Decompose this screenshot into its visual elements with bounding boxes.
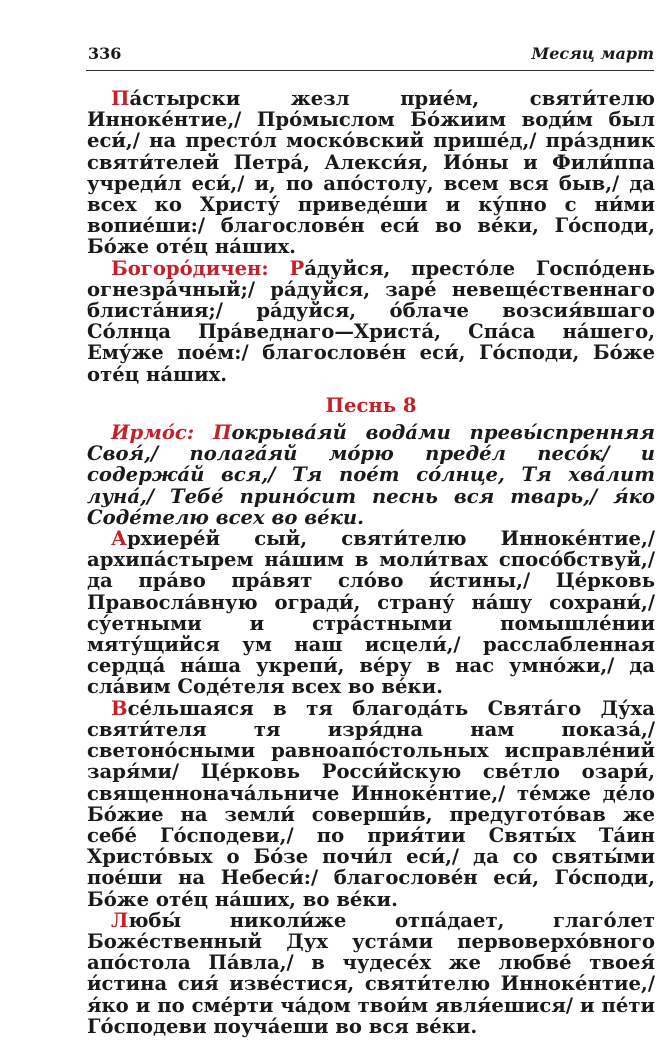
page-number: 336 (88, 44, 122, 63)
irmos-label: Ирмо́с: (111, 421, 213, 445)
running-title: Месяц март (531, 44, 654, 63)
drop-initial: П (212, 421, 232, 445)
drop-initial: В (111, 696, 128, 720)
irmos-text: окрыва́яй вода́ми превы́спренняя Своя́,/ полага́яй мо́рю преде́л песо́к/ и содержа́й вся,/ Тя пое́т со́лнце, Тя хва́лит луна́,/ Тебе́ прино́сит песнь вся тварь,/ я́ко Соде́телю всех во ве́ки. (87, 421, 655, 529)
troparion-2 (87, 528, 655, 698)
drop-initial: А (111, 527, 127, 551)
ode-heading: Песнь 8 (325, 393, 417, 417)
troparion-4 (87, 910, 655, 1037)
troparion-3 (87, 698, 655, 910)
troparion-text: юбы́ николи́же отпа́дает, глаго́лет Боже́ственный Дух уста́ми первоверхо́вного апо́стола Па́вла,/ в чудесе́х же любве́ твоея́ и́стина сия́ изве́стися, святи́телю Иннокéнтие,/ я́ко и по сме́рти ча́дом твои́м явля́ешися/ и пе́ти Го́сподеви поуча́еши во вся ве́ки. (87, 908, 655, 1038)
troparion-text: а́стырски жезл прие́м, святи́телю Иннокéнтие,/ Про́мыслом Бо́жиим води́м был еси́,/ на престо́л моско́вский прише́д,/ пра́здник святи́телей Петра́, Алекси́я, Ио́ны и Фили́ппа учреди́л еси́,/ и, по апо́столу, всем вся быв,/ да всех ко Христу́ приведе́ши и ку́пно с ни́ми вопие́ши:/ благослове́н еси́ во ве́ки, Го́споди, Бо́же оте́ц на́ших. (87, 87, 655, 259)
troparion-text: рхиере́й сый, святи́телю Иннокéнтие,/ архипа́стырем на́шим в моли́твах спосо́бствуй,/ да пра́во пра́вят сло́во и́стины,/ Це́рковь Правосла́вную огради́, страну́ на́шу сохрани́,/ су́етными и стра́стными помышле́нии мяту́щийся ум наш исцели́,/ расслабленная сердца́ на́ша укрепи́, ве́ру в нас умно́жи,/ да сла́вим Соде́теля всех во ве́ки. (87, 527, 655, 699)
troparion-1 (87, 88, 655, 258)
theotokion (87, 258, 655, 385)
theotokion-text: а́дуйся, престо́ле Госпо́день огнезра́чный;/ ра́дуйся, заре́ невеще́ственнаго блиста́ния;/ ра́дуйся, о́блаче возсия́вшаго Со́лнца Пра́веднаго—Христа́, Спа́са на́шего, Ему́же пое́м:/ благослове́н еси́, Го́споди, Бо́же оте́ц на́ших. (87, 256, 656, 386)
theotokion-label: Богоро́дичен: (111, 256, 290, 280)
troparion-text: се́льшаяся в тя благода́ть Свята́го Ду́ха святи́теля тя изря́дна нам показа́,/ светоно́сными равноапо́стольных исправле́ний заря́ми/ Це́рковь Росси́йскую све́тло озари́, священнонача́льниче Иннокéнтие,/ те́мже де́ло Бо́жие на земли́ соверши́в, предугото́вав же себе́ Го́сподеви,/ по прия́тии Святы́х Та́ин Христо́вых о Бо́зе почи́л еси́,/ да со святы́ми пое́ши на Небеси́:/ благослове́н еси́, Го́споди, Бо́же оте́ц на́ших, во ве́ки. (87, 696, 655, 911)
header-rule (86, 70, 654, 71)
drop-initial: Л (111, 908, 129, 932)
drop-initial: П (111, 87, 130, 110)
drop-initial: Р (289, 256, 305, 280)
page-body (87, 88, 655, 1037)
irmos (87, 422, 655, 528)
